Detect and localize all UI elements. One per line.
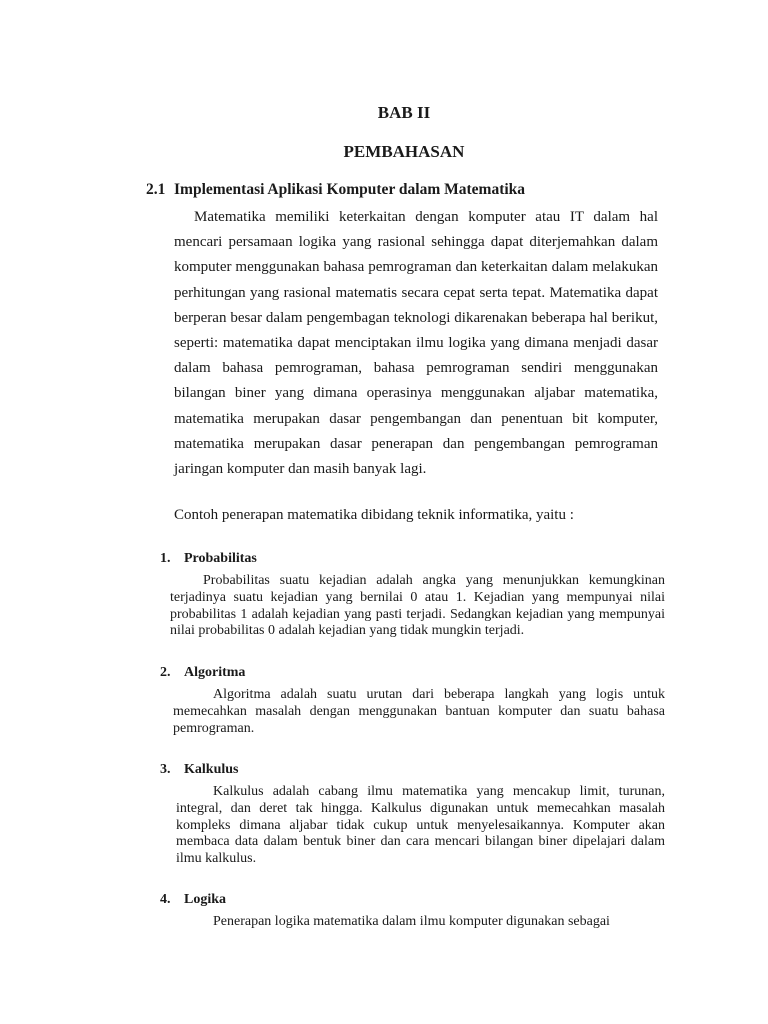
example-intro-text: Contoh penerapan matematika dibidang teknik informatika, yaitu :: [174, 507, 574, 523]
list-item-heading: [160, 551, 257, 567]
chapter-title: PEMBAHASAN: [343, 142, 465, 161]
list-item-heading: [160, 762, 238, 778]
list-item-body: Kalkulus adalah cabang ilmu matematika yang mencakup limit, turunan, integral, dan deret tak hingga. Kalkulus digunakan untuk memecahkan masalah kompleks dimana aljabar tidak cukup untuk menyelesaikannya. Komputer akan membaca data dalam bentuk biner dan cara mencari bilangan biner dipelajari dalam ilmu kalkulus.: [176, 784, 665, 867]
chapter-label: BAB II: [377, 103, 431, 122]
list-item-number: 3.: [160, 762, 171, 777]
list-item-title: Probabilitas: [184, 551, 257, 566]
list-item-title: Algoritma: [184, 665, 246, 680]
list-item-body: Algoritma adalah suatu urutan dari beberapa langkah yang logis untuk memecahkan masalah dengan menggunakan bantuan komputer dan suatu bahasa pemrograman.: [173, 687, 665, 736]
list-item-body: Penerapan logika matematika dalam ilmu komputer digunakan sebagai: [213, 914, 610, 929]
section-heading: [146, 181, 525, 199]
list-item-heading: [160, 665, 245, 681]
list-item-heading: [160, 892, 226, 908]
section-number: 2.1: [146, 181, 166, 198]
list-item-body: Probabilitas suatu kejadian adalah angka yang menunjukkan kemungkinan terjadinya suatu kejadian yang bernilai 0 atau 1. Kejadian yang mempunyai nilai probabilitas 1 adalah kejadian yang pasti terjadi. Sedangkan kejadian yang mempunyai nilai probabilitas 0 adalah kejadian yang tidak mungkin terjadi.: [170, 573, 665, 639]
list-item-number: 1.: [160, 551, 171, 566]
list-item-title: Kalkulus: [184, 762, 239, 777]
section-intro-paragraph: Matematika memiliki keterkaitan dengan komputer atau IT dalam hal mencari persamaan logika yang rasional sehingga dapat diterjemahkan dalam komputer menggunakan bahasa pemrograman dan keterkaitan dalam melakukan perhitungan yang rasional matematis secara cepat serta tepat. Matematika dapat berperan besar dalam pengembagan teknologi dikarenakan beberapa hal berikut, seperti: matematika dapat menciptakan ilmu logika yang dimana menjadi dasar dalam bahasa pemrograman, bahasa pemrograman sendiri menggunakan bilangan biner yang dimana operasinya menggunakan aljabar matematika, matematika merupakan dasar pengembangan dan penentuan bit komputer, matematika merupakan dasar penerapan dan pengembangan pemrograman jaringan komputer dan masih banyak lagi.: [174, 209, 658, 478]
section-title: Implementasi Aplikasi Komputer dalam Matematika: [174, 181, 526, 198]
list-item-number: 2.: [160, 665, 171, 680]
list-item-number: 4.: [160, 892, 171, 907]
list-item-title: Logika: [184, 892, 227, 907]
